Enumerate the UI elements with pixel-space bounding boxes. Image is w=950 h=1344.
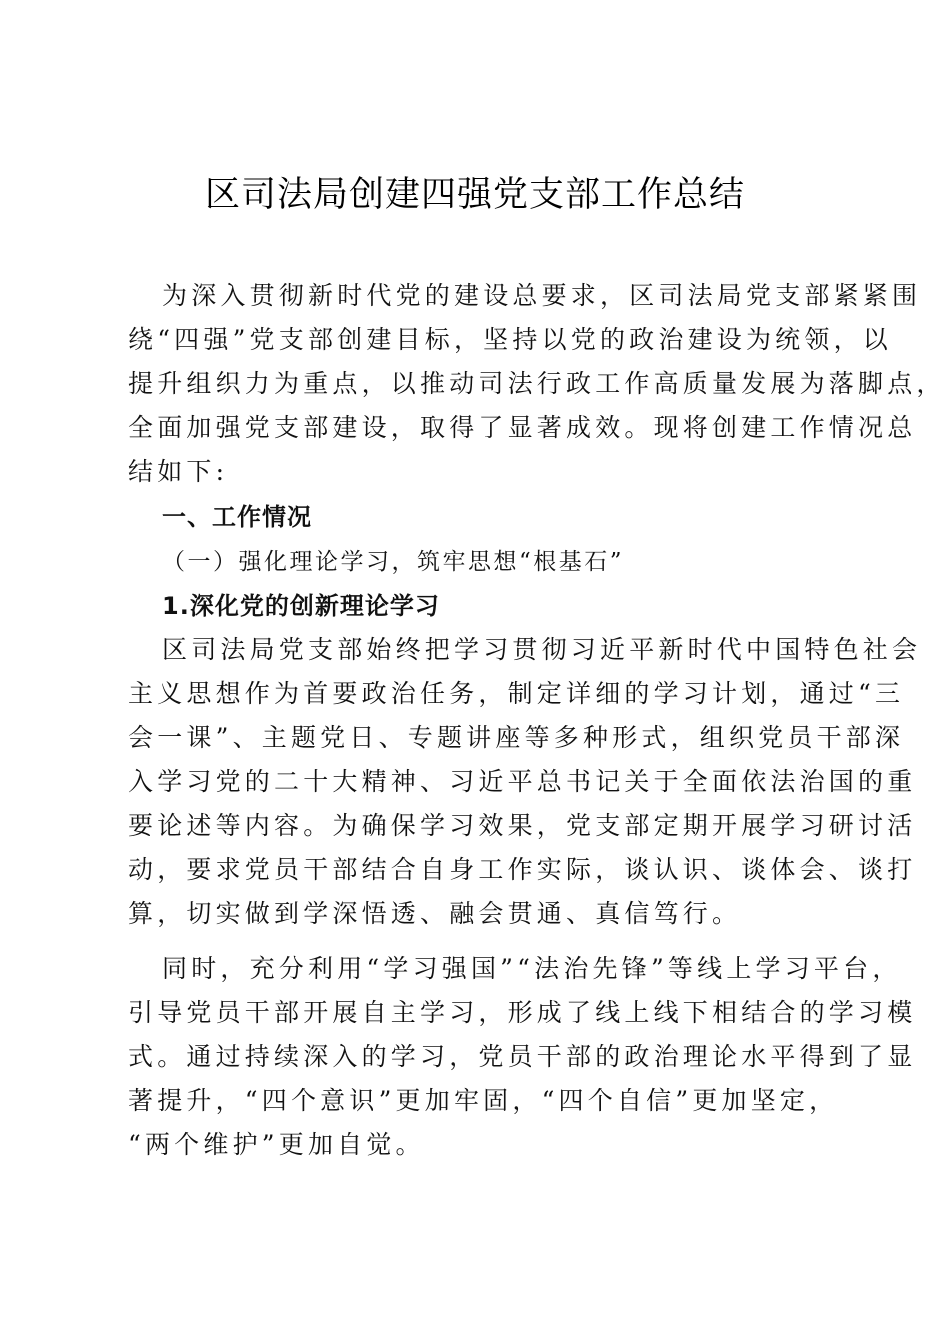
body-paragraph-line: 著提升，“四个意识”更加牢固，“四个自信”更加坚定， (128, 1086, 839, 1115)
body-paragraph-line: 算，切实做到学深悟透、融会贯通、真信笃行。 (128, 899, 742, 928)
body-paragraph-line: 会一课”、主题党日、专题讲座等多种形式，组织党员干部深 (128, 723, 905, 752)
body-paragraph-line: 要论述等内容。为确保学习效果，党支部定期开展学习研讨活 (128, 811, 917, 840)
body-paragraph-line: 入学习党的二十大精神、习近平总书记关于全面依法治国的重 (128, 767, 917, 796)
intro-paragraph-line: 结如下: (128, 457, 229, 486)
intro-paragraph-line: 为深入贯彻新时代党的建设总要求，区司法局党支部紧紧围 (162, 281, 922, 310)
body-paragraph-line: “两个维护”更加自觉。 (128, 1130, 425, 1159)
intro-paragraph-line: 全面加强党支部建设，取得了显著成效。现将创建工作情况总 (128, 413, 917, 442)
body-paragraph-line: 动，要求党员干部结合自身工作实际，谈认识、谈体会、谈打 (128, 855, 917, 884)
body-paragraph-line: 引导党员干部开展自主学习，形成了线上线下相结合的学习模 (128, 998, 917, 1027)
subsection-heading: （一）强化理论学习，筑牢思想“根基石” (162, 549, 625, 575)
body-paragraph-line: 区司法局党支部始终把学习贯彻习近平新时代中国特色社会 (162, 635, 922, 664)
document-title: 区司法局创建四强党支部工作总结 (204, 175, 745, 215)
intro-paragraph-line: 提升组织力为重点，以推动司法行政工作高质量发展为落脚点， (128, 369, 946, 398)
intro-paragraph-line: 绕“四强”党支部创建目标，坚持以党的政治建设为统领，以 (128, 325, 892, 354)
section-heading: 一、工作情况 (162, 503, 312, 531)
body-paragraph-line: 主义思想作为首要政治任务，制定详细的学习计划，通过“三 (128, 679, 905, 708)
body-paragraph-line: 同时，充分利用“学习强国”“法治先锋”等线上学习平台， (162, 954, 902, 983)
body-paragraph-line: 式。通过持续深入的学习，党员干部的政治理论水平得到了显 (128, 1042, 917, 1071)
item-heading: 1.深化党的创新理论学习 (162, 592, 440, 620)
